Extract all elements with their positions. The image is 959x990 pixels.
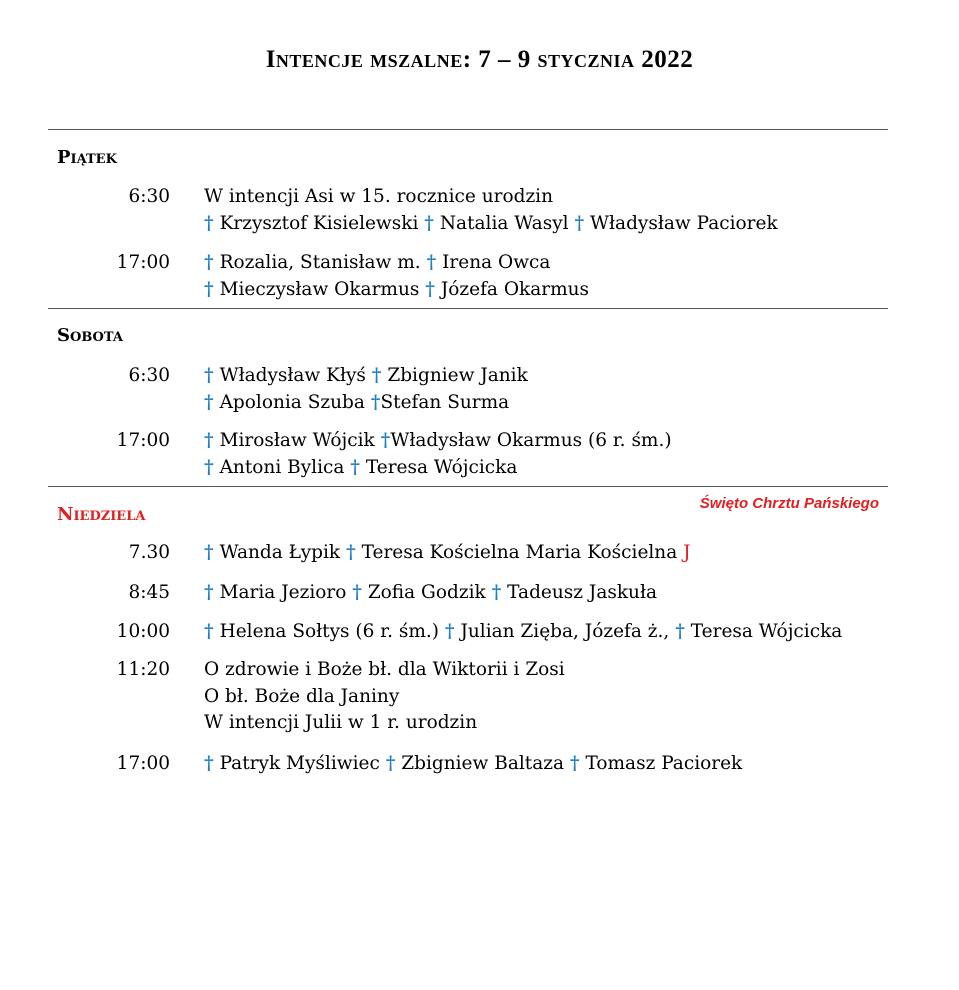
cross-icon: †	[204, 212, 214, 234]
intention-text: Zbigniew Baltaza	[395, 753, 570, 774]
intention-line	[204, 211, 904, 238]
intention-text: Zofia Godzik	[361, 582, 492, 603]
cross-icon: †	[424, 212, 434, 234]
intention-text: Julian Zięba, Józefa ż.,	[454, 621, 676, 642]
intention-text: Mieczysław Okarmus	[213, 278, 426, 300]
intention-lines	[204, 428, 904, 481]
cross-icon: †	[491, 582, 502, 603]
cross-icon: †	[204, 542, 214, 563]
mass-time: 7.30	[128, 542, 170, 563]
intention-text: Antoni Bylica	[213, 456, 351, 478]
divider	[48, 308, 888, 309]
intention-text: Wanda Łypik	[213, 542, 347, 563]
cross-icon: †	[574, 212, 585, 234]
intention-lines	[204, 184, 904, 237]
cross-icon: †	[204, 582, 214, 603]
intention-line	[204, 657, 904, 684]
intention-lines	[204, 580, 904, 607]
intention-text: Patryk Myśliwiec	[213, 753, 386, 774]
mass-time: 10:00	[116, 621, 170, 642]
intention-line	[204, 184, 904, 211]
intention-line	[204, 619, 904, 646]
cross-icon: †	[204, 456, 214, 478]
intention-text: Władysław Okarmus (6 r. śm.)	[390, 430, 672, 451]
intention-line	[204, 390, 904, 417]
intention-lines	[204, 751, 904, 778]
intention-text: O zdrowie i Boże bł. dla Wiktorii i Zosi	[204, 659, 565, 680]
mass-time: 17:00	[116, 753, 170, 774]
mass-time: 6:30	[128, 186, 170, 207]
intention-text: Apolonia Szuba	[213, 391, 371, 413]
cross-icon: †	[204, 430, 214, 451]
intention-text: Krzysztof Kisielewski	[213, 212, 425, 234]
intention-line	[204, 751, 904, 778]
intention-text: Tomasz Paciorek	[579, 753, 743, 774]
intention-line	[204, 580, 904, 607]
intention-text: Helena Sołtys (6 r. śm.)	[213, 621, 445, 642]
intention-line	[204, 428, 904, 455]
cross-icon: †	[204, 278, 214, 300]
mass-time: 17:00	[116, 252, 170, 273]
intention-line	[204, 540, 904, 567]
intention-text: Józefa Okarmus	[434, 278, 590, 300]
cross-icon: †	[426, 252, 437, 273]
intention-lines	[204, 250, 904, 303]
cross-icon: †	[380, 430, 391, 451]
day-label-niedziela: Niedziela	[57, 504, 146, 525]
intention-text: W intencji Asi w 15. rocznice urodzin	[204, 186, 554, 207]
intention-text: Mirosław Wójcik	[213, 430, 381, 451]
day-label-sobota: Sobota	[57, 325, 123, 346]
intention-text: W intencji Julii w 1 r. urodzin	[204, 712, 478, 733]
intention-lines	[204, 540, 904, 567]
mass-time: 8:45	[128, 582, 170, 603]
cross-icon: †	[385, 753, 396, 774]
intention-text: Władysław Kłyś	[213, 365, 372, 386]
intention-text: Teresa Wójcicka	[359, 456, 518, 478]
intention-text: Natalia Wasyl	[433, 212, 575, 234]
day-label-piatek: Piątek	[57, 147, 117, 168]
cross-icon: †	[204, 365, 214, 386]
mass-time: 17:00	[116, 430, 170, 451]
intention-text: Władysław Paciorek	[584, 212, 778, 234]
intention-text: Teresa Wójcicka	[684, 621, 843, 642]
intention-lines	[204, 363, 904, 416]
intention-text: Tadeusz Jaskuła	[501, 582, 657, 603]
intention-lines	[204, 619, 904, 646]
divider	[48, 486, 888, 487]
mass-time: 6:30	[128, 365, 170, 386]
page-title: Intencje mszalne: 7 – 9 stycznia 2022	[265, 46, 694, 73]
intention-line	[204, 455, 904, 482]
cross-icon: †	[675, 621, 685, 642]
cross-icon: †	[371, 365, 382, 386]
intention-text: O bł. Boże dla Janiny	[204, 685, 400, 707]
intention-text: Rozalia, Stanisław m.	[213, 252, 427, 273]
cross-icon: †	[370, 391, 381, 413]
intention-line	[204, 250, 904, 277]
cross-icon: †	[444, 621, 455, 642]
cross-icon: †	[204, 753, 214, 774]
cross-icon: †	[346, 542, 356, 563]
cross-icon: †	[204, 621, 214, 642]
intention-text: Maria Jezioro	[213, 582, 353, 603]
intention-lines	[204, 657, 904, 737]
intention-text: Stefan Surma	[380, 391, 510, 413]
cross-icon: †	[350, 456, 360, 478]
cross-icon: †	[352, 582, 362, 603]
intention-text: Zbigniew Janik	[381, 365, 528, 386]
intention-line	[204, 363, 904, 390]
intention-text: Teresa Kościelna Maria Kościelna	[355, 542, 684, 563]
mass-time: 11:20	[116, 659, 170, 680]
cross-icon: †	[569, 753, 580, 774]
divider	[48, 129, 888, 130]
intention-line	[204, 277, 904, 304]
intention-text: Irena Owca	[436, 252, 551, 273]
red-marker: J	[683, 542, 691, 563]
cross-icon: †	[204, 391, 214, 413]
intention-line	[204, 684, 904, 711]
feast-name: Święto Chrztu Pańskiego	[699, 495, 879, 512]
cross-icon: †	[425, 278, 435, 300]
cross-icon: †	[204, 252, 214, 273]
intention-line	[204, 710, 904, 737]
